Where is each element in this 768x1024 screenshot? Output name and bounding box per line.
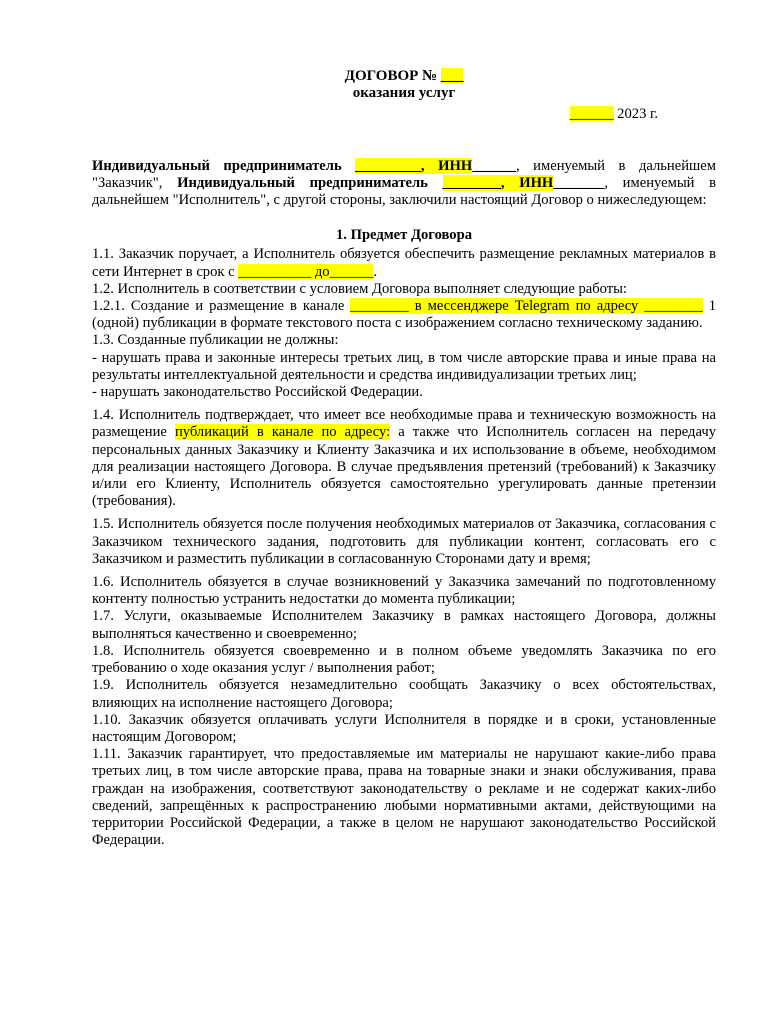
clause-1-2-1-end: 1 (одной) публикации в формате текстового поста с изображением согласно техническому заданию. <box>92 298 717 332</box>
clause-1-1-end: . <box>373 263 378 280</box>
term-blank: __________ до______ <box>238 263 374 280</box>
executor-name-blank: ________ <box>442 174 501 191</box>
executor-type: Индивидуальный предприниматель <box>177 174 428 191</box>
date-year: 2023 г. <box>617 106 658 123</box>
clause-1-8: 1.8. Исполнитель обязуется своевременно и в полном объеме уведомлять Заказчика по его требованию о ходе оказания услуг / выполнения работ; <box>92 642 716 677</box>
title-prefix: ДОГОВОР № <box>344 68 438 84</box>
customer-name-blank: _________ <box>355 157 421 174</box>
customer-inn-blank: ______ <box>472 157 516 174</box>
clause-1-1 <box>92 246 716 280</box>
section-heading: 1. Предмет Договора <box>336 227 472 244</box>
customer-type: Индивидуальный предприниматель <box>92 157 342 174</box>
preamble <box>92 158 716 210</box>
clause-1-2-1-text: 1.2.1. Создание и размещение в канале <box>92 298 351 315</box>
clause-1-4-text: 1.4. Исполнитель подтверждает, что имеет все необходимые права и техническую возможность на размещение <box>92 407 716 441</box>
clause-1-3: 1.3. Созданные публикации не должны: <box>92 332 339 349</box>
clause-1-2: 1.2. Исполнитель в соответствии с условием Договора выполняет следующие работы: <box>92 280 627 297</box>
clause-1-7: 1.7. Услуги, оказываемые Исполнителем Заказчику в рамках настоящего Договора, должны выполняться качественно и своевременно; <box>92 608 716 642</box>
customer-role: , именуемый в дальнейшем "Заказчик", <box>92 157 716 191</box>
clause-1-11: 1.11. Заказчик гарантирует, что предоставляемые им материалы не нарушают какие-либо права третьих лиц, в том числе авторские права, права на товарные знаки и знаки обслуживания, права граждан на изображения, соответствуют законодательству о рекламе и не содержат каких-либо сведений, запрещённых к распространению любыми нормативными актами, действующими на территории Российской Федерации, а также в целом не нарушают законодательство Российской Федерации. <box>92 746 716 849</box>
contract-title <box>92 68 716 85</box>
clause-1-9: 1.9. Исполнитель обязуется незамедлительно сообщать Заказчику о всех обстоятельствах, влияющих на исполнение настоящего Договора; <box>92 677 716 711</box>
customer-inn-label: , ИНН <box>420 157 473 174</box>
clause-1-5: 1.5. Исполнитель обязуется после получения необходимых материалов от Заказчика, согласования с Заказчиком технического задания, подготовить для публикации контент, согласовать его с Заказчиком и разместить публикации в согласованную Сторонами дату и время; <box>92 516 716 567</box>
contract-body <box>92 68 716 849</box>
clause-1-4 <box>92 407 716 510</box>
channel-blank: ________ в мессенджере Telegram по адресу ________ <box>350 298 703 315</box>
date-blank: ______ <box>569 106 614 123</box>
clause-1-2-1 <box>92 298 716 332</box>
publication-address-blank: публикаций в канале по адресу: <box>174 424 391 441</box>
executor-inn-label: , ИНН <box>500 174 554 191</box>
clause-1-1-text: 1.1. Заказчик поручает, а Исполнитель обязуется обеспечить размещение рекламных материалов в сети Интернет в срок с <box>92 246 716 280</box>
clause-1-6: 1.6. Исполнитель обязуется в случае возникновений у Заказчика замечаний по подготовленному контенту полностью устранить недостатки до момента публикации; <box>92 574 716 608</box>
contract-subtitle: оказания услуг <box>352 85 456 102</box>
clause-1-3-a: - нарушать права и законные интересы третьих лиц, в том числе авторские права и иные права на результаты интеллектуальной деятельности и средства индивидуализации третьих лиц; <box>92 349 716 383</box>
executor-inn-blank: _______ <box>553 174 605 191</box>
clause-1-10: 1.10. Заказчик обязуется оплачивать услуги Исполнителя в порядке и в сроки, установленные настоящим Договором; <box>92 711 716 745</box>
clause-1-3-b: - нарушать законодательство Российской Федерации. <box>92 384 423 401</box>
contract-date <box>92 106 716 123</box>
executor-role: , именуемый в дальнейшем "Исполнитель", с другой стороны, заключили настоящий Договор о нижеследующем: <box>92 174 716 209</box>
contract-number-blank: ___ <box>440 68 464 84</box>
clause-1-4-end: а также что Исполнитель согласен на передачу персональных данных Заказчику и Клиенту Заказчика и их использование в объеме, необходимом для реализации настоящего Договора. В случае предъявления претензий (требований) к Заказчику и/или его Клиенту, Исполнитель обязуется самостоятельно урегулировать данные претензии (требования). <box>92 424 716 510</box>
